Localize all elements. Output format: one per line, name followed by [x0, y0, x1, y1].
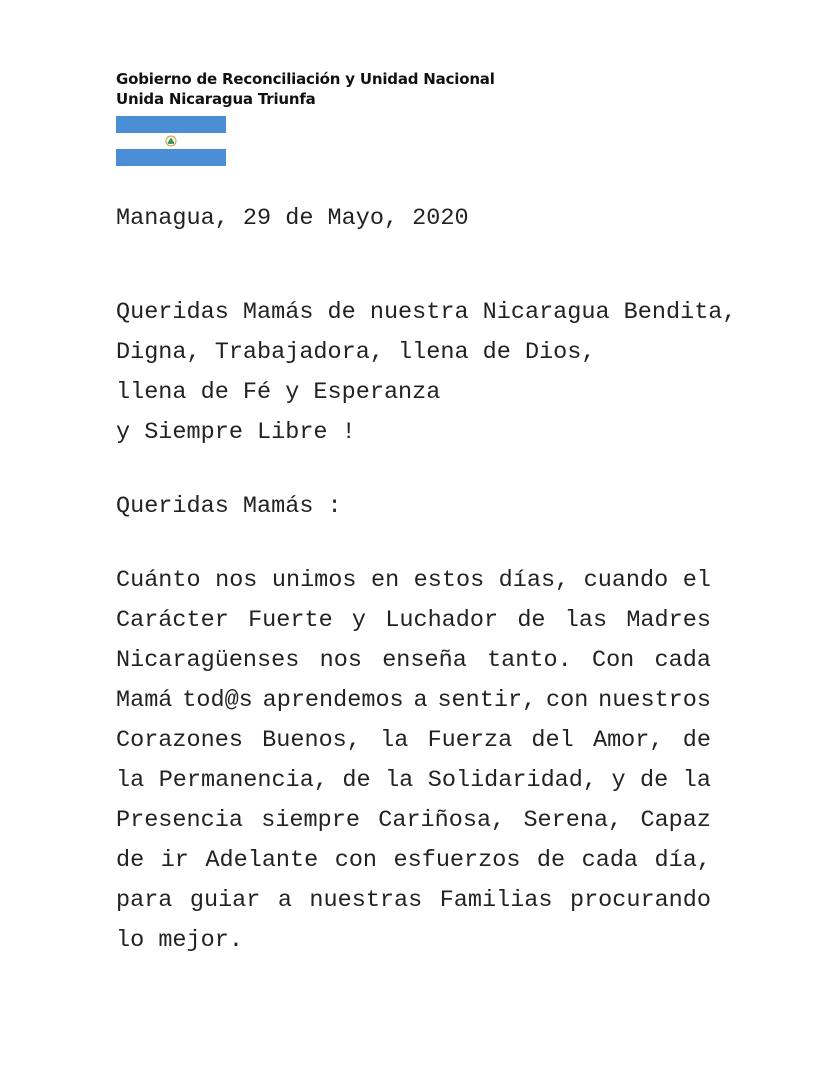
body-word: Solidaridad, [427, 767, 597, 794]
body-word: Buenos, [262, 727, 361, 754]
body-word: Carácter [116, 607, 229, 634]
body-line [116, 761, 711, 801]
body-word: nos [319, 647, 362, 674]
body-word: Fuerza [427, 727, 513, 754]
letter-body [116, 561, 711, 961]
body-word: Familias [439, 887, 553, 914]
body-word: procurando [569, 887, 711, 914]
body-word: con [546, 687, 589, 714]
body-word: Permanencia, [158, 767, 328, 794]
body-word: de [342, 767, 371, 794]
body-line [116, 841, 711, 881]
body-word: días, [498, 567, 570, 594]
body-word: de [116, 847, 145, 874]
body-line [116, 681, 711, 721]
body-word: a [413, 687, 428, 714]
letterhead [116, 69, 495, 109]
body-word: Amor, [592, 727, 664, 754]
body-word: Con [591, 647, 635, 674]
body-word: estos [413, 567, 485, 594]
body-line [116, 881, 711, 921]
body-word: de [536, 847, 566, 874]
flag-top-stripe [116, 116, 226, 133]
body-word: la [380, 727, 409, 754]
body-word: y [351, 607, 367, 634]
body-word: mejor. [158, 927, 243, 954]
body-word: siempre [261, 807, 360, 834]
body-word: Corazones [116, 727, 243, 754]
body-word: y [611, 767, 626, 794]
body-line [116, 921, 711, 961]
body-word: cuando [583, 567, 669, 594]
body-word: cada [581, 847, 639, 874]
body-word: de [682, 727, 711, 754]
body-word: enseña [382, 647, 467, 674]
body-word: el [682, 567, 711, 594]
body-word: Cariñosa, [378, 807, 506, 834]
body-word: a [277, 887, 292, 914]
body-word: Fuerte [248, 607, 333, 634]
body-word: tod@s [182, 687, 253, 714]
letterhead-slogan: Unida Nicaragua Triunfa [116, 90, 316, 108]
body-word: esfuerzos [393, 847, 521, 874]
salutation-line: Queridas Mamás de nuestra Nicaragua Bendita, [116, 299, 737, 326]
body-word: para [116, 887, 173, 914]
body-line [116, 561, 711, 601]
salutation-line: llena de Fé y Esperanza [116, 379, 441, 406]
body-line [116, 801, 711, 841]
body-word: Mamá [116, 687, 173, 714]
body-word: Adelante [205, 847, 319, 874]
body-word: sentir, [437, 687, 537, 714]
body-word: de [640, 767, 669, 794]
body-word: nuestras [309, 887, 423, 914]
coat-of-arms-icon [165, 135, 177, 147]
body-word: nuestros [598, 687, 711, 714]
body-word: aprendemos [262, 687, 404, 714]
body-word: de [517, 607, 546, 634]
body-line [116, 721, 711, 761]
salutation-line: Digna, Trabajadora, llena de Dios, [116, 339, 596, 366]
body-word: cada [654, 647, 711, 674]
body-word: guiar [189, 887, 261, 914]
body-word: Capaz [640, 807, 711, 834]
body-word: la [385, 767, 414, 794]
flag-middle-stripe [116, 133, 226, 150]
body-word: Nicaragüenses [116, 647, 300, 674]
body-word: Cuánto [116, 567, 201, 594]
flag-bottom-stripe [116, 149, 226, 166]
body-word: en [370, 567, 400, 594]
body-word: ir [160, 847, 189, 874]
nicaragua-flag-icon [116, 116, 226, 166]
body-word: del [531, 727, 574, 754]
body-line [116, 601, 711, 641]
body-word: Luchador [385, 607, 499, 634]
body-word: unimos [271, 567, 357, 594]
body-word: Madres [626, 607, 711, 634]
body-word: día, [654, 847, 711, 874]
body-word: lo [116, 927, 145, 954]
body-word: la [682, 767, 711, 794]
body-word: con [334, 847, 378, 874]
body-word: tanto. [487, 647, 572, 674]
salutation-line: y Siempre Libre ! [116, 419, 356, 446]
body-word: la [116, 767, 145, 794]
letter-date: Managua, 29 de Mayo, 2020 [116, 205, 469, 232]
body-word: Presencia [116, 807, 243, 834]
body-word: las [564, 607, 608, 634]
greeting: Queridas Mamás : [116, 493, 342, 520]
salutation [116, 293, 737, 453]
body-word: nos [215, 567, 258, 594]
body-word: Serena, [523, 807, 623, 834]
letterhead-government-name: Gobierno de Reconciliación y Unidad Nacional [116, 70, 495, 88]
body-line [116, 641, 711, 681]
